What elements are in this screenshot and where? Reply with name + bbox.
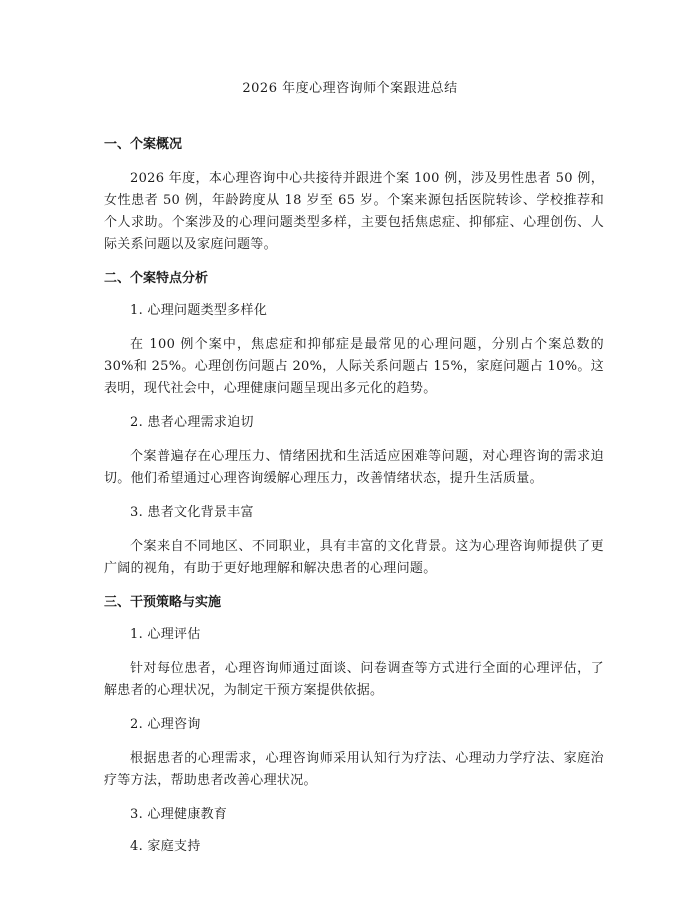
subheading-counseling: 2. 心理咨询 — [130, 717, 201, 732]
section-heading-characteristics: 二、个案特点分析 — [104, 271, 209, 286]
subheading-problem-diversity: 1. 心理问题类型多样化 — [130, 303, 268, 318]
subheading-family-support: 4. 家庭支持 — [130, 839, 201, 854]
document-title: 2026 年度心理咨询师个案跟进总结 — [242, 81, 458, 96]
section-heading-overview: 一、个案概况 — [104, 137, 183, 152]
overview-paragraph: 2026 年度，本心理咨询中心共接待并跟进个案 100 例，涉及男性患者 50 例，女性患者 50 例，年龄跨度从 18 岁至 65 岁。个案来源包括医院转诊、学校推荐和个人求助。个案涉及的心理问题类型多样，主要包括焦虑症、抑郁症、心理创伤、人际关系问题以及家庭问题等。 — [104, 171, 604, 252]
section-heading-intervention: 三、干预策略与实施 — [104, 595, 222, 610]
paragraph-problem-diversity: 在 100 例个案中，焦虑症和抑郁症是最常见的心理问题，分别占个案总数的 30%和 25%。心理创伤问题占 20%，人际关系问题占 15%，家庭问题占 10%。这表明，现代社会中，心理健康问题呈现出多元化的趋势。 — [104, 337, 604, 396]
subheading-assessment: 1. 心理评估 — [130, 627, 201, 642]
paragraph-cultural-background: 个案来自不同地区、不同职业，具有丰富的文化背景。这为心理咨询师提供了更广阔的视角，有助于更好地理解和解决患者的心理问题。 — [104, 539, 604, 576]
subheading-health-education: 3. 心理健康教育 — [130, 807, 228, 822]
paragraph-assessment: 针对每位患者，心理咨询师通过面谈、问卷调查等方式进行全面的心理评估，了解患者的心理状况，为制定干预方案提供依据。 — [104, 661, 604, 698]
subheading-urgent-needs: 2. 患者心理需求迫切 — [130, 415, 254, 430]
subheading-cultural-background: 3. 患者文化背景丰富 — [130, 505, 254, 520]
paragraph-urgent-needs: 个案普遍存在心理压力、情绪困扰和生活适应困难等问题，对心理咨询的需求迫切。他们希望通过心理咨询缓解心理压力，改善情绪状态，提升生活质量。 — [104, 449, 604, 486]
paragraph-counseling: 根据患者的心理需求，心理咨询师采用认知行为疗法、心理动力学疗法、家庭治疗等方法，帮助患者改善心理状况。 — [104, 751, 604, 788]
document-body — [104, 136, 604, 870]
